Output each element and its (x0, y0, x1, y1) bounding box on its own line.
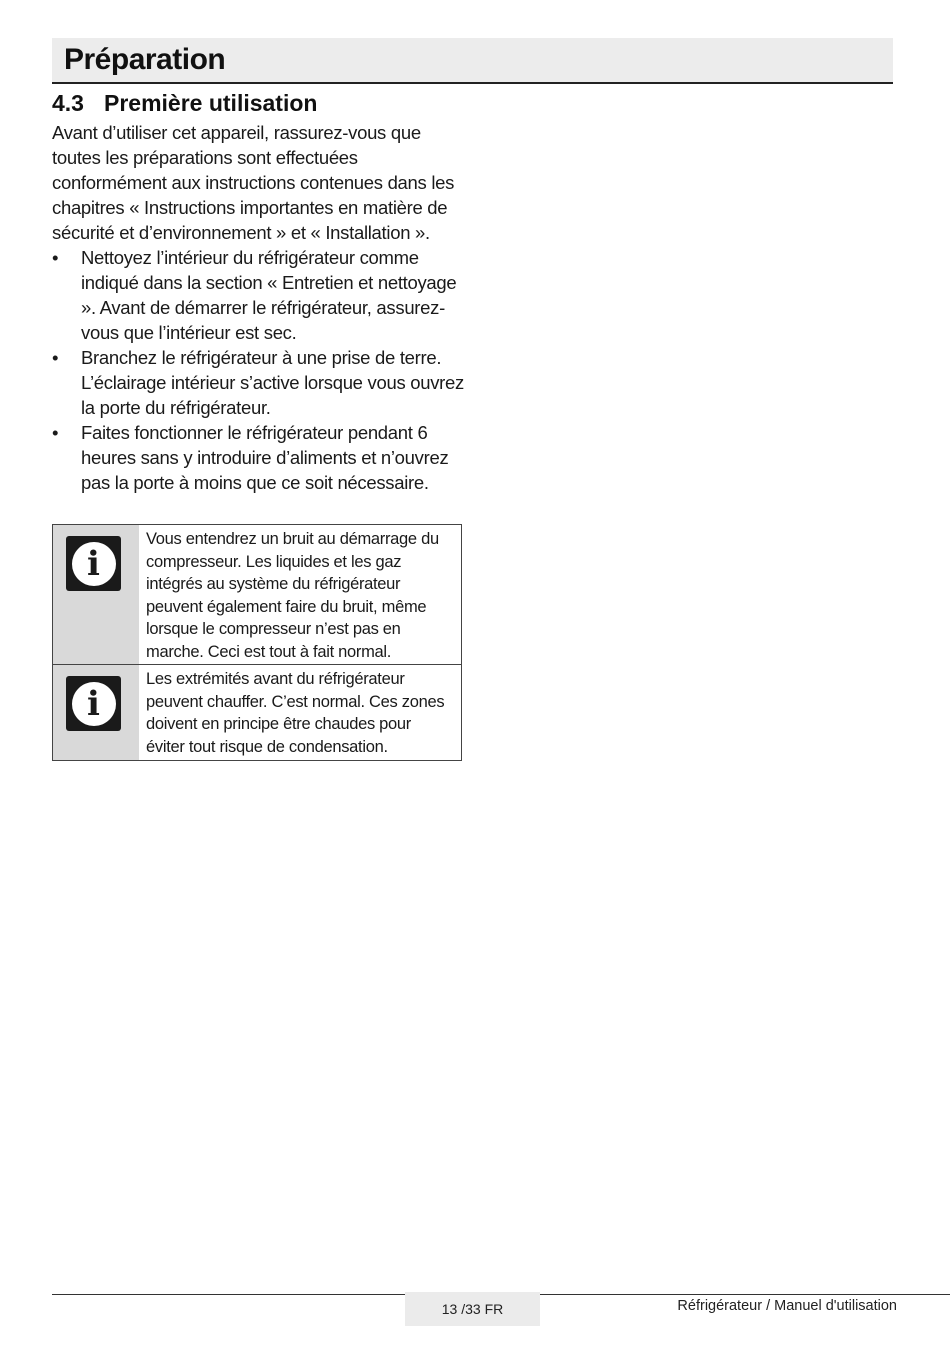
intro-paragraph: Avant d’utiliser cet appareil, rassurez-vous que toutes les préparations sont effectuées conformément aux instructions contenues dans les chapitres « Instructions importantes en matière de sécurité et d’environnement » et « Installation ». (52, 122, 455, 243)
list-item (52, 345, 472, 420)
note-icon-cell (53, 665, 139, 760)
chapter-title: Préparation (64, 43, 226, 76)
section-title: Première utilisation (104, 90, 318, 116)
list-item (52, 420, 472, 495)
chapter-header (52, 38, 893, 84)
section-heading (52, 90, 317, 117)
page-number: 13 /33 FR (405, 1292, 540, 1326)
info-note (53, 664, 461, 760)
info-notes-table (52, 524, 462, 761)
bullet-icon: • (52, 422, 59, 443)
list-item-text: Faites fonctionner le réfrigérateur pendant 6 heures sans y introduire d’aliments et n’ouvrez pas la porte à moins que ce soit nécessaire. (81, 422, 449, 493)
footer-doc-title: Réfrigérateur / Manuel d'utilisation (677, 1298, 897, 1314)
info-icon: i (66, 676, 121, 731)
list-item (52, 245, 472, 345)
info-note (53, 525, 461, 664)
list-item-text: Nettoyez l’intérieur du réfrigérateur comme indiqué dans la section « Entretien et nettoyage ». Avant de démarrer le réfrigérateur, assurez-vous que l’intérieur est sec. (81, 247, 457, 343)
list-item-text: Branchez le réfrigérateur à une prise de terre. L’éclairage intérieur s’active lorsque vous ouvrez la porte du réfrigérateur. (81, 347, 464, 418)
note-text: Les extrémités avant du réfrigérateur peuvent chauffer. C’est normal. Ces zones doivent en principe être chaudes pour éviter tout risque de condensation. (146, 670, 445, 756)
note-text: Vous entendrez un bruit au démarrage du compresseur. Les liquides et les gaz intégrés au système du réfrigérateur peuvent également faire du bruit, même lorsque le compresseur n’est pas en marche. Ceci est tout à fait normal. (146, 530, 439, 661)
bullet-icon: • (52, 247, 59, 268)
section-body (52, 120, 472, 495)
info-icon: i (66, 536, 121, 591)
note-icon-cell (53, 525, 139, 664)
section-number: 4.3 (52, 90, 84, 116)
bullet-icon: • (52, 347, 59, 368)
instruction-list (52, 245, 472, 495)
